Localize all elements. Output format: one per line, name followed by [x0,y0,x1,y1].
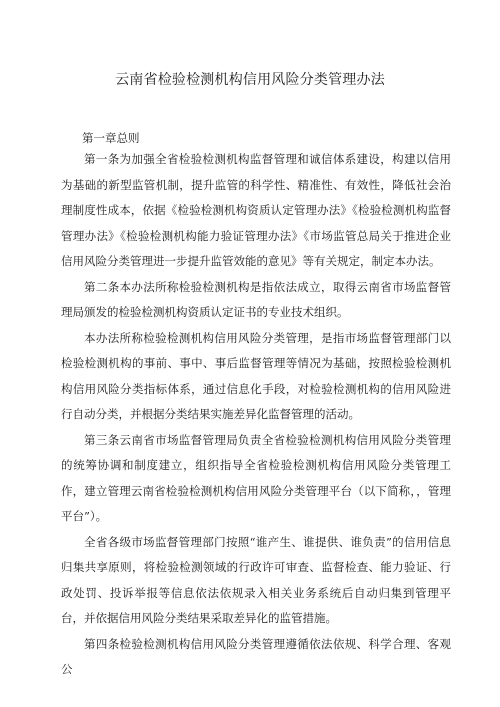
paragraph-article-3: 第三条云南省市场监督管理局负责全省检验检测机构信用风险分类管理的统筹协调和制度建立，组织指导全省检验检测机构信用风险分类管理工作，建立管理云南省检验检测机构信用风险分类管理平台（以下简称，，管理平台”）。 [61,432,451,523]
paragraph-article-3-continued: 全省各级市场监督管理部门按照“谁产生、谁提供、谁负责”的信用信息归集共享原则，将检验检测领域的行政许可审查、监督检查、能力验证、行政处罚、投诉举报等信息依法依规录入相关业务系统后自动归集到管理平台，并依据信用风险分类结果采取差异化的监管措施。 [61,534,451,625]
document-title: 云南省检验检测机构信用风险分类管理办法 [115,72,385,88]
paragraph-article-2: 第二条本办法所称检验检测机构是指依法成立，取得云南省市场监督管理局颁发的检验检测机构资质认定证书的专业技术组织。 [61,279,451,319]
paragraph-article-1: 第一条为加强全省检验检测机构监督管理和诚信体系建设，构建以信用为基础的新型监管机制，提升监管的科学性、精准性、有效性，降低社会治理制度性成本，依据《检验检测机构资质认定管理办法》《检验检测机构监督管理办法》《检验检测机构能力验证管理办法》《市场监管总局关于推进企业信用风险分类管理进一步提升监管效能的意见》等有关规定，制定本办法。 [61,152,451,268]
document-body [61,147,451,683]
chapter-heading: 第一章总则 [82,131,140,145]
paragraph-article-4: 第四条检验检测机构信用风险分类管理遵循依法依规、科学合理、客观公 [61,636,451,676]
paragraph-article-2-definition: 本办法所称检验检测机构信用风险分类管理，是指市场监督管理部门以检验检测机构的事前、事中、事后监督管理等情况为基础，按照检验检测机构信用风险分类指标体系，通过信息化手段，对检验检测机构的信用风险进行自动分类，并根据分类结果实施差异化监督管理的活动。 [61,330,451,421]
